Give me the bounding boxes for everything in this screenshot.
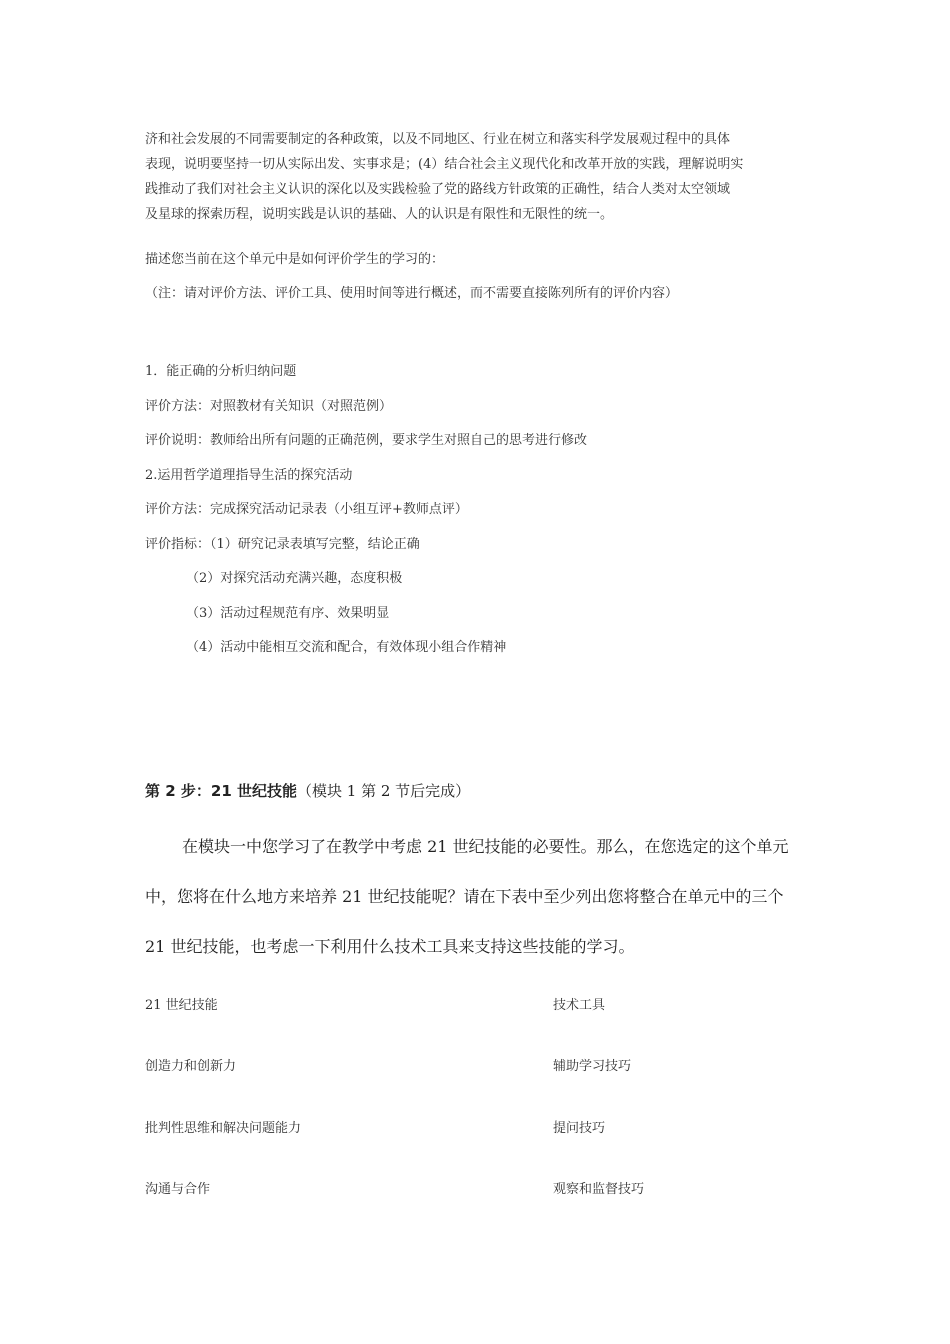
evaluation-item: 评价方法：对照教材有关知识（对照范例）	[145, 399, 393, 414]
paragraph-line: 中，您将在什么地方来培养 21 世纪技能呢？请在下表中至少列出您将整合在单元中的三个	[145, 887, 784, 906]
intro-line: 济和社会发展的不同需要制定的各种政策，以及不同地区、行业在树立和落实科学发展观过程中的具体	[145, 132, 731, 147]
evaluation-prompt: 描述您当前在这个单元中是如何评价学生的学习的：	[145, 252, 445, 267]
evaluation-item: 2.运用哲学道理指导生活的探究活动	[145, 468, 353, 483]
evaluation-item: 评价指标：（1）研究记录表填写完整，结论正确	[145, 537, 420, 552]
paragraph-line: 21 世纪技能，也考虑一下利用什么技术工具来支持这些技能的学习。	[145, 937, 635, 956]
evaluation-item: 1．能正确的分析归纳问题	[145, 364, 297, 379]
table-header-tool: 技术工具	[553, 998, 606, 1013]
intro-line: 及星球的探索历程，说明实践是认识的基础、人的认识是有限性和无限性的统一。	[145, 207, 614, 222]
paragraph-line: 在模块一中您学习了在教学中考虑 21 世纪技能的必要性。那么，在您选定的这个单元	[182, 837, 789, 856]
evaluation-indicator: （2）对探究活动充满兴趣，态度积极	[186, 571, 403, 586]
table-cell-tool: 辅助学习技巧	[553, 1059, 632, 1074]
step2-subtitle: （模块 1 第 2 节后完成）	[296, 782, 471, 800]
table-cell-skill: 批判性思维和解决问题能力	[145, 1121, 302, 1136]
table-cell-tool: 观察和监督技巧	[553, 1182, 645, 1197]
intro-line: 表现，说明要坚持一切从实际出发、实事求是；(4）结合社会主义现代化和改革开放的实践，理解说明实	[145, 157, 744, 172]
intro-line: 践推动了我们对社会主义认识的深化以及实践检验了党的路线方针政策的正确性，结合人类对太空领域	[145, 182, 731, 197]
step2-heading	[145, 780, 470, 801]
table-cell-skill: 创造力和创新力	[145, 1059, 237, 1074]
table-cell-skill: 沟通与合作	[145, 1182, 211, 1197]
evaluation-note: （注：请对评价方法、评价工具、使用时间等进行概述，而不需要直接陈列所有的评价内容）	[145, 286, 679, 301]
evaluation-indicator: （4）活动中能相互交流和配合，有效体现小组合作精神	[186, 640, 507, 655]
table-cell-tool: 提问技巧	[553, 1121, 606, 1136]
evaluation-item: 评价方法：完成探究活动记录表（小组互评+教师点评）	[145, 502, 468, 517]
table-header-skill: 21 世纪技能	[145, 998, 218, 1013]
evaluation-item: 评价说明：教师给出所有问题的正确范例，要求学生对照自己的思考进行修改	[145, 433, 588, 448]
step2-title: 第 2 步：21 世纪技能	[145, 782, 297, 800]
evaluation-indicator: （3）活动过程规范有序、效果明显	[186, 606, 390, 621]
